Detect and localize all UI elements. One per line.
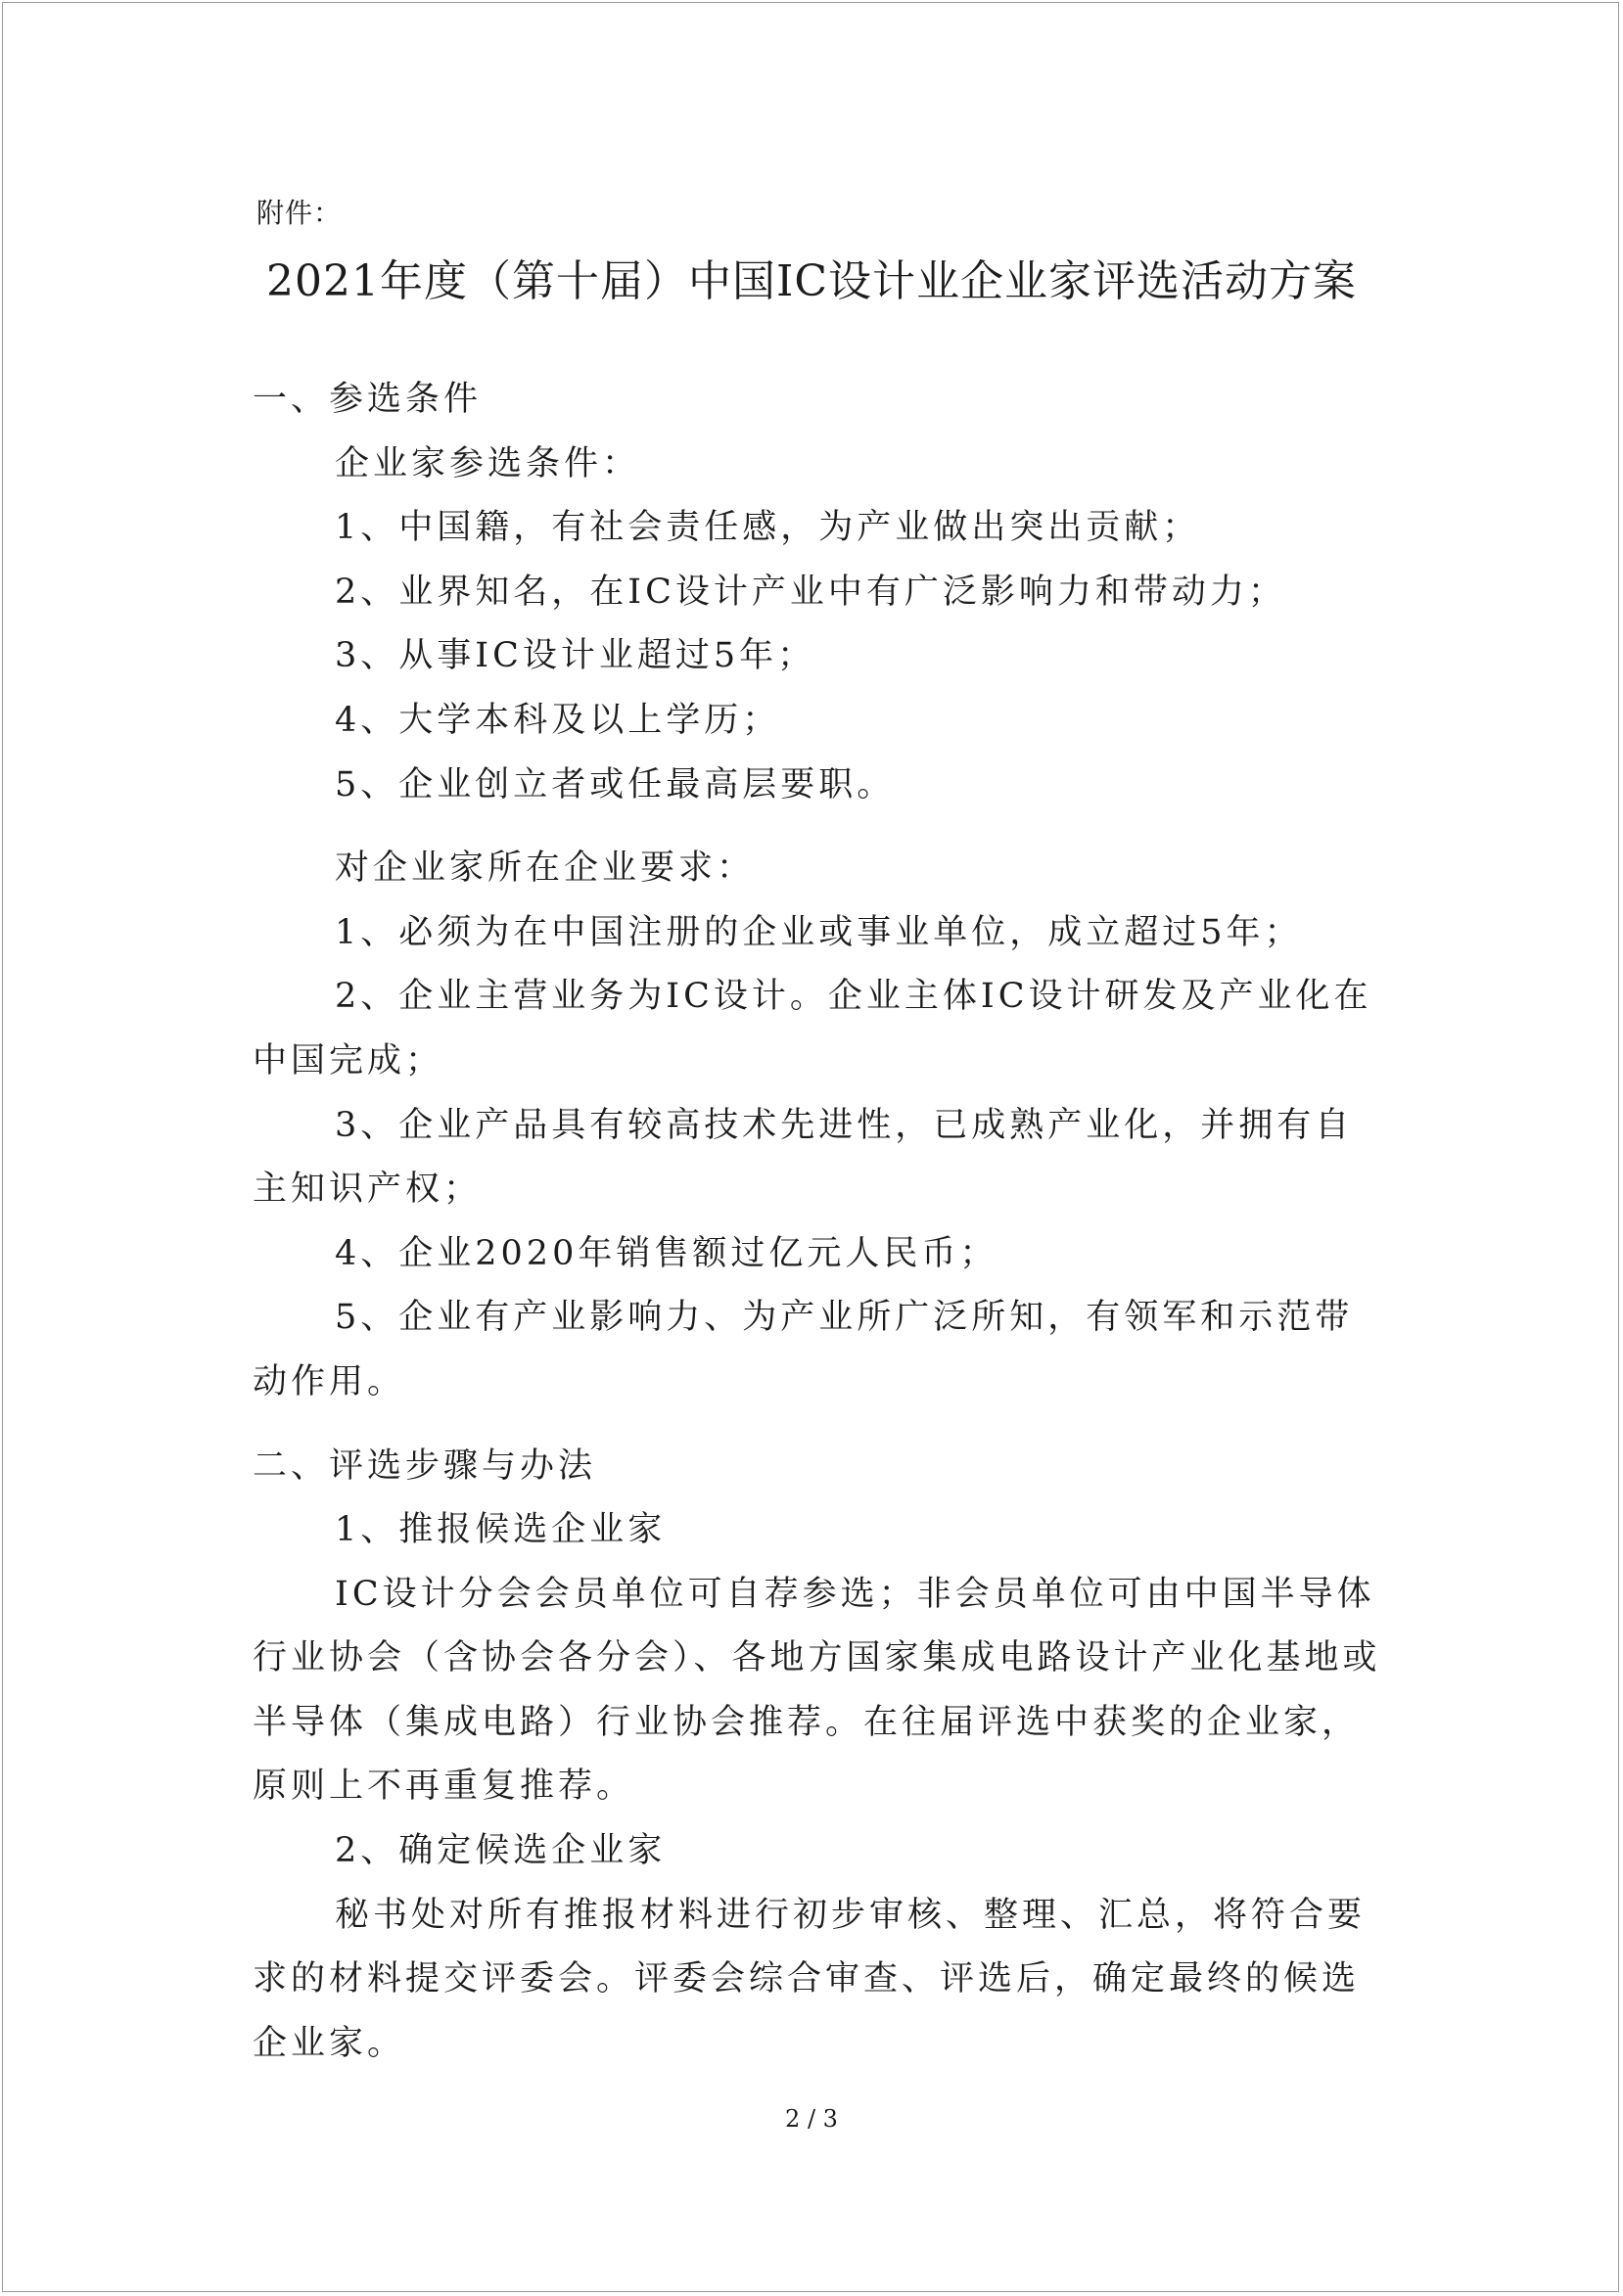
step-description: 秘书处对所有推报材料进行初步审核、整理、汇总，将符合要求的材料提交评委会。评委会综合审查、评选后，确定最终的候选企业家。 <box>253 1895 1367 2063</box>
company-requirement-item: 5、企业有产业影响力、为产业所广泛所知，有领军和示范带动作用。 <box>253 1298 1354 1401</box>
company-requirement-item: 3、企业产品具有较高技术先进性，已成熟产业化，并拥有自主知识产权； <box>253 1105 1354 1210</box>
document-body <box>253 368 1388 2076</box>
section-heading-1: 一、参选条件 <box>253 380 483 419</box>
section-heading-2: 二、评选步骤与办法 <box>253 1446 597 1486</box>
page-number: 2 / 3 <box>785 2105 838 2133</box>
step-description: IC设计分会会员单位可自荐参选；非会员单位可由中国半导体行业协会（含协会各分会）、各地方国家集成电路设计产业化基地或半导体（集成电路）行业协会推荐。在往届评选中获奖的企业家，原则上不再重复推荐。 <box>253 1574 1381 1807</box>
entrepreneur-condition-item: 3、从事IC设计业超过5年； <box>335 636 816 676</box>
company-requirement-item: 4、企业2020年销售额过亿元人民币； <box>335 1233 998 1273</box>
entrepreneur-conditions-intro: 企业家参选条件： <box>335 443 641 483</box>
entrepreneur-condition-item: 2、业界知名，在IC设计产业中有广泛影响力和带动力； <box>335 572 1286 612</box>
company-requirements-intro: 对企业家所在企业要求： <box>335 849 756 889</box>
entrepreneur-condition-item: 1、中国籍，有社会责任感，为产业做出突出贡献； <box>335 508 1201 548</box>
entrepreneur-condition-item: 5、企业创立者或任最高层要职。 <box>335 764 896 804</box>
step-title: 2、确定候选企业家 <box>335 1831 667 1871</box>
document-title: 2021年度（第十届）中国IC设计业企业家评选活动方案 <box>265 256 1358 306</box>
attachment-label: 附件： <box>256 197 343 229</box>
entrepreneur-condition-item: 4、大学本科及以上学历； <box>335 700 781 740</box>
company-requirement-item: 1、必须为在中国注册的企业或事业单位，成立超过5年； <box>335 912 1303 952</box>
company-requirement-item: 2、企业主营业务为IC设计。企业主体IC设计研发及产业化在中国完成； <box>253 977 1372 1080</box>
step-title: 1、推报候选企业家 <box>335 1510 667 1550</box>
